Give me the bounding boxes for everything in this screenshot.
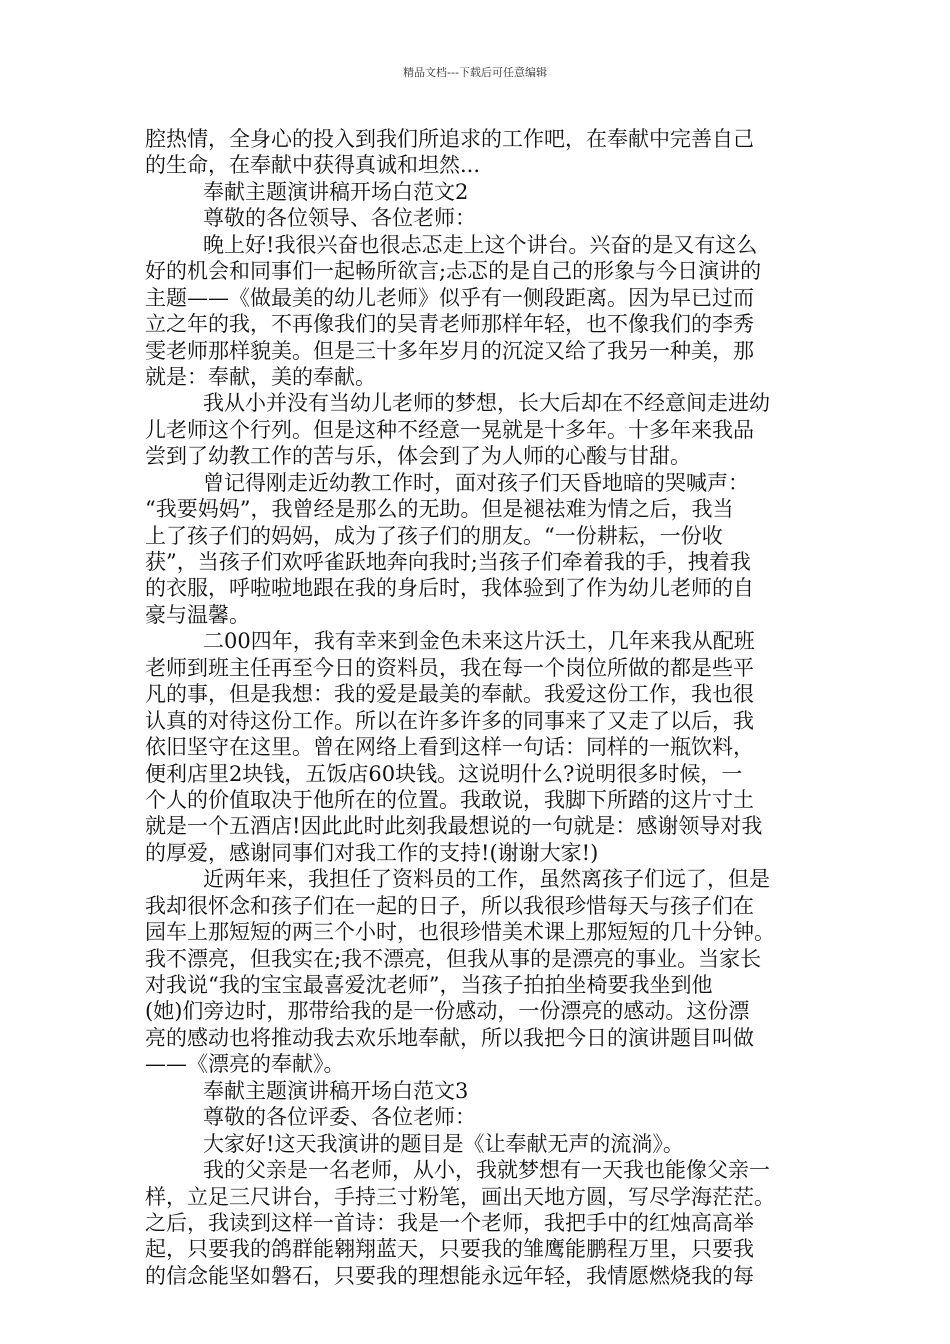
- text-line: 样，立足三尺讲台，手持三寸粉笔，画出天地方圆，写尽学海茫茫。: [145, 1184, 775, 1209]
- text-line: 亮的感动也将推动我去欢乐地奉献，所以我把今日的演讲题目叫做: [145, 1025, 754, 1050]
- text-line: 二00四年，我有幸来到金色未来这片沃土，几年来我从配班: [203, 629, 755, 654]
- text-line: 我从小并没有当幼儿老师的梦想，长大后却在不经意间走进幼: [203, 391, 770, 416]
- text-line: 尝到了幼教工作的苦与乐，体会到了为人师的心酸与甘甜。: [145, 444, 691, 469]
- text-line: 好的机会和同事们一起畅所欲言;忐忑的是自己的形象与今日演讲的: [145, 259, 762, 284]
- text-line: 雯老师那样貌美。但是三十多年岁月的沉淀又给了我另一种美，那: [145, 338, 754, 363]
- text-line: 上了孩子们的妈妈，成为了孩子们的朋友。“一份耕耘，一份收: [145, 523, 723, 548]
- text-line: 我却很怀念和孩子们在一起的日子，所以我很珍惜每天与孩子们在: [145, 893, 754, 918]
- text-line: 之后，我读到这样一首诗：我是一个老师，我把手中的红烛高高举: [145, 1210, 754, 1235]
- text-line: “我要妈妈”，我曾经是那么的无助。但是褪祛难为情之后，我当: [145, 497, 734, 522]
- text-line: 儿老师这个行列。但是这种不经意一晃就是十多年。十多年来我品: [145, 417, 754, 442]
- text-line: 尊敬的各位领导、各位老师：: [203, 206, 476, 231]
- text-line: 晚上好!我很兴奋也很忐忑走上这个讲台。兴奋的是又有这么: [203, 232, 758, 257]
- text-line: 奉献主题演讲稿开场白范文3: [203, 1078, 469, 1103]
- text-line: 对我说“我的宝宝最喜爱沈老师”，当孩子拍拍坐椅要我坐到他: [145, 973, 713, 997]
- text-line: 尊敬的各位评委、各位老师：: [203, 1105, 476, 1130]
- text-line: 老师到班主任再至今日的资料员，我在每一个岗位所做的都是些平: [145, 655, 754, 680]
- text-line: 的厚爱，感谢同事们对我工作的支持!(谢谢大家!): [145, 840, 599, 865]
- text-line: 立之年的我，不再像我们的吴青老师那样年轻，也不像我们的李秀: [145, 312, 754, 337]
- text-line: 的信念能坚如磐石，只要我的理想能永远年轻，我情愿燃烧我的每: [145, 1263, 754, 1288]
- text-line: 我不漂亮，但我实在;我不漂亮，但我从事的是漂亮的事业。当家长: [145, 946, 762, 971]
- text-line: 奉献主题演讲稿开场白范文2: [203, 179, 469, 204]
- text-line: 就是：奉献，美的奉献。: [145, 364, 376, 389]
- text-line: 依旧坚守在这里。曾在网络上看到这样一句话：同样的一瓶饮料，: [145, 735, 754, 760]
- page-header: 精品文档---下载后可任意编辑: [403, 66, 547, 79]
- text-line: 曾记得刚走近幼教工作时，面对孩子们天昏地暗的哭喊声：: [203, 470, 749, 495]
- text-line: 凡的事，但是我想：我的爱是最美的奉献。我爱这份工作，我也很: [145, 682, 754, 707]
- text-line: 的衣服，呼啦啦地跟在我的身后时，我体验到了作为幼儿老师的自: [145, 576, 754, 601]
- text-line: 腔热情，全身心的投入到我们所追求的工作吧，在奉献中完善自己: [145, 127, 754, 151]
- text-line: 豪与温馨。: [145, 602, 250, 627]
- text-line: ——《漂亮的奉献》。: [145, 1052, 345, 1077]
- text-line: 认真的对待这份工作。所以在许多许多的同事来了又走了以后，我: [145, 708, 754, 733]
- text-line: 就是一个五酒店!因此此时此刻我最想说的一句就是：感谢领导对我: [145, 814, 763, 839]
- text-line: 园车上那短短的两三个小时，也很珍惜美术课上那短短的几十分钟。: [145, 920, 775, 945]
- text-line: 主题——《做最美的幼儿老师》似乎有一侧段距离。因为早已过而: [145, 285, 754, 310]
- text-line: 大家好!这天我演讲的题目是《让奉献无声的流淌》。: [203, 1131, 684, 1156]
- text-line: (她)们旁边时，那带给我的是一份感动，一份漂亮的感动。这份漂: [145, 999, 750, 1024]
- text-line: 的生命，在奉献中获得真诚和坦然...: [145, 153, 481, 178]
- text-line: 我的父亲是一名老师，从小，我就梦想有一天我也能像父亲一: [203, 1158, 770, 1183]
- text-line: 获”，当孩子们欢呼雀跃地奔向我时;当孩子们牵着我的手，拽着我: [145, 550, 751, 574]
- text-line: 个人的价值取决于他所在的位置。我敢说，我脚下所踏的这片寸土: [145, 787, 754, 812]
- text-line: 近两年来，我担任了资料员的工作，虽然离孩子们远了，但是: [203, 867, 770, 892]
- text-line: 起，只要我的鸽群能翱翔蓝天，只要我的雏鹰能鹏程万里，只要我: [145, 1237, 754, 1262]
- document-body: [145, 126, 817, 1289]
- text-line: 便利店里2块钱，五饭店60块钱。这说明什么?说明很多时候，一: [145, 761, 743, 786]
